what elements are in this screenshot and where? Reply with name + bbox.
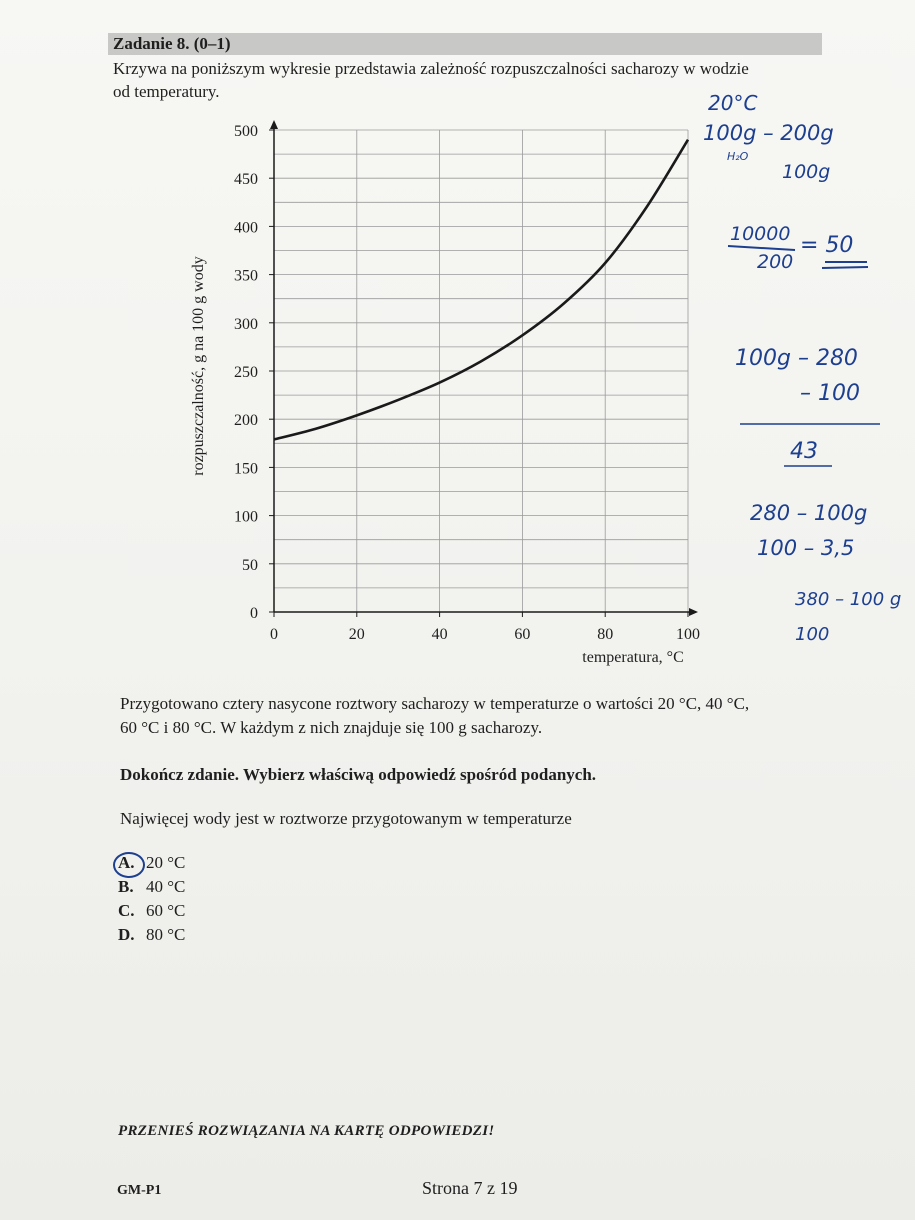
y-tick-label: 150 (234, 460, 258, 478)
note-fraction-bar (728, 246, 795, 250)
y-tick-label: 300 (234, 315, 258, 333)
y-tick-label: 350 (234, 267, 258, 285)
exam-code: GM-P1 (117, 1183, 162, 1198)
option-b[interactable] (118, 877, 185, 897)
x-tick-label: 40 (431, 626, 448, 643)
chart-axes (269, 120, 698, 617)
question-instruction: Dokończ zdanie. Wybierz właściwą odpowiedź spośród podanych. (120, 765, 597, 784)
y-tick-label: 500 (234, 123, 258, 140)
y-tick-label: 400 (234, 219, 258, 237)
option-c-text: 60 °C (146, 901, 186, 920)
note-sub-1: 100g – 280 (735, 346, 858, 371)
option-c[interactable] (118, 901, 185, 921)
question-stem: Najwięcej wody jest w roztworze przygotowanym w temperaturze (120, 809, 572, 828)
note-calc-4: 100 (795, 624, 830, 645)
note-underline-2 (822, 267, 868, 268)
x-axis-label: temperatura, °C (582, 649, 684, 666)
option-a-text: 20 °C (146, 853, 186, 872)
option-a-letter: A. (118, 853, 135, 872)
y-tick-label: 200 (234, 412, 258, 430)
note-calc-3: 380 – 100 g (795, 589, 902, 610)
handwritten-notes (703, 91, 901, 645)
x-tick-label: 20 (348, 626, 365, 643)
option-d-letter: D. (118, 925, 135, 944)
chart-tick-labels (234, 123, 700, 643)
note-100g: 100g (782, 161, 831, 183)
note-calc-2: 100 – 3,5 (757, 536, 855, 560)
note-temp: 20°C (708, 91, 758, 115)
option-b-text: 40 °C (146, 877, 186, 896)
x-tick-label: 100 (676, 626, 700, 643)
x-tick-label: 60 (514, 626, 531, 643)
task-title: Zadanie 8. (0–1) (113, 34, 231, 53)
chart-series (274, 140, 688, 440)
question-paragraph-line-2: 60 °C i 80 °C. W każdym z nich znajduje się 100 g sacharozy. (120, 718, 543, 737)
note-fraction-numerator: 10000 (730, 223, 791, 245)
note-calc-1: 280 – 100g (750, 501, 868, 525)
chart-grid (274, 130, 688, 612)
note-sub-2: – 100 (800, 381, 860, 406)
y-tick-label: 0 (250, 605, 258, 622)
option-d[interactable] (118, 925, 185, 945)
note-water-sub: H₂O (727, 150, 749, 163)
x-tick-label: 0 (270, 626, 278, 643)
y-tick-label: 50 (242, 556, 258, 574)
note-result-43: 43 (790, 439, 818, 464)
x-tick-label: 80 (597, 626, 614, 643)
page-number: Strona 7 z 19 (422, 1178, 518, 1198)
option-b-letter: B. (118, 877, 134, 896)
question-paragraph-line-1: Przygotowano cztery nasycone roztwory sacharozy w temperaturze o wartości 20 °C, 40 °C, (120, 694, 750, 713)
note-ratio: 100g – 200g (703, 121, 834, 145)
task-intro-line-2: od temperatury. (113, 82, 220, 101)
x-axis-arrow (689, 608, 698, 616)
option-d-text: 80 °C (146, 925, 186, 944)
y-axis-arrow (270, 120, 278, 129)
transfer-note: PRZENIEŚ ROZWIĄZANIA NA KARTĘ ODPOWIEDZI! (118, 1123, 495, 1139)
y-tick-label: 450 (234, 171, 258, 189)
y-tick-label: 250 (234, 364, 258, 381)
solubility-curve (274, 140, 688, 440)
y-tick-label: 100 (234, 508, 258, 526)
note-fraction-result: = 50 (800, 233, 854, 258)
y-axis-label: rozpuszczalność, g na 100 g wody (190, 256, 207, 476)
question-paragraph (120, 692, 835, 740)
option-c-letter: C. (118, 901, 135, 920)
note-fraction-denominator: 200 (757, 251, 794, 273)
task-intro-line-1: Krzywa na poniższym wykresie przedstawia zależność rozpuszczalności sacharozy w wodzie (113, 59, 749, 78)
option-a[interactable] (118, 853, 185, 873)
